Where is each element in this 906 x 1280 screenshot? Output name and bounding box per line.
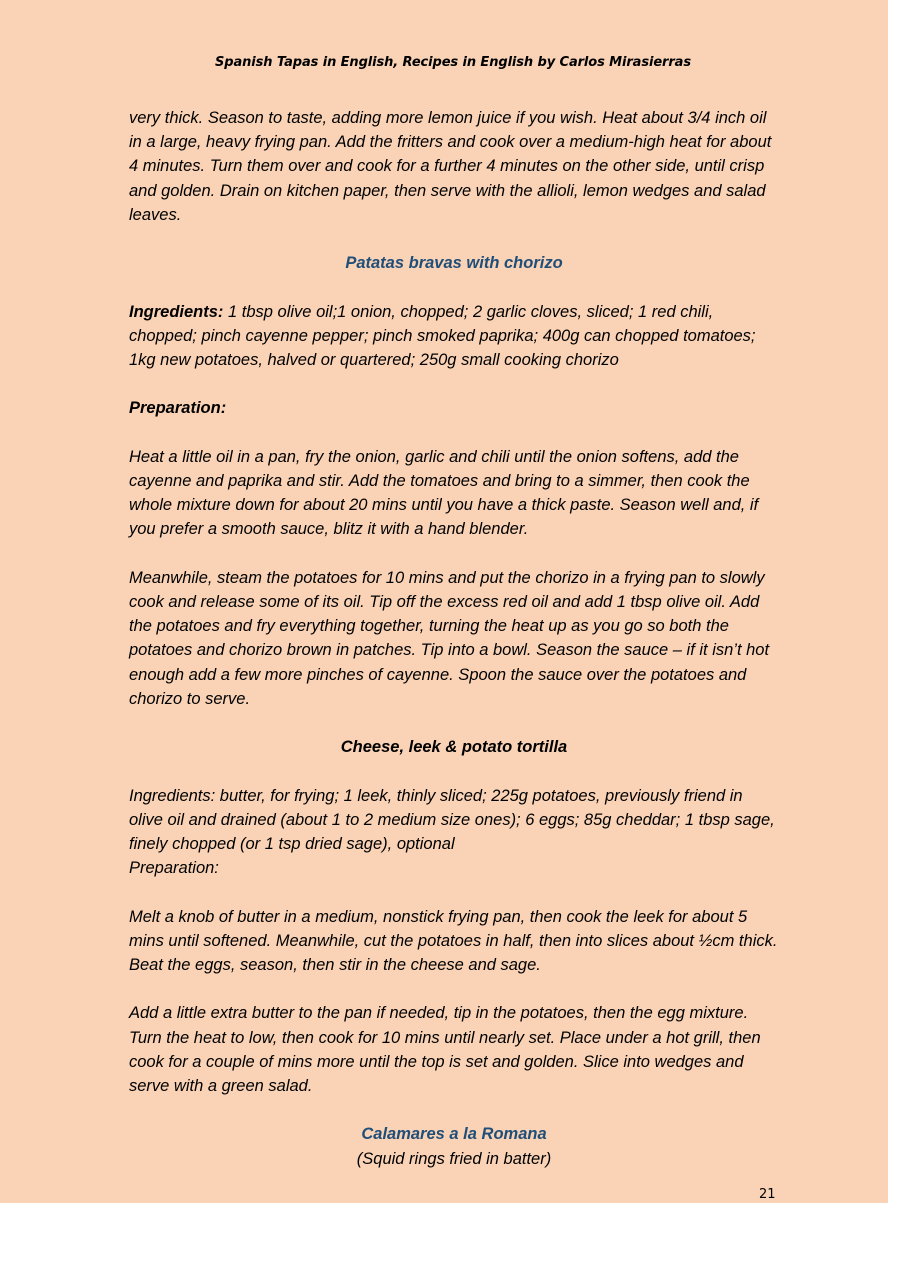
tortilla-ingredients: Ingredients: butter, for frying; 1 leek, thinly sliced; 225g potatoes, previously friend in olive oil and drained (about 1 to 2 medium size ones); 6 eggs; 85g cheddar; 1 tbsp sage, finely chopped (or 1 tsp dried sage), optional (129, 786, 775, 853)
patatas-ingredients (129, 300, 779, 373)
tortilla-step-1: Melt a knob of butter in a medium, nonstick frying pan, then cook the leek for about 5 mins until softened. Meanwhile, cut the potatoes in half, then into slices about ½cm thick. Beat the eggs, season, then stir in the cheese and sage. (129, 907, 778, 974)
recipe-title-calamares: Calamares a la Romana (361, 1125, 547, 1144)
patatas-ingredients-text: 1 tbsp olive oil;1 onion, chopped; 2 garlic cloves, sliced; 1 red chili, chopped; pinch cayenne pepper; pinch smoked paprika; 400g can chopped tomatoes; 1kg new potatoes, halved or quartered; 250g small cooking chorizo (129, 302, 756, 369)
patatas-step-1: Heat a little oil in a pan, fry the onion, garlic and chili until the onion softens, add the cayenne and paprika and stir. Add the tomatoes and bring to a simmer, then cook the whole mixture down for about 20 mins until you have a thick paste. Season well and, if you prefer a smooth sauce, blitz it with a hand blender. (129, 447, 759, 539)
page-number: 21 (759, 1187, 776, 1202)
tortilla-preparation-label: Preparation: (129, 859, 219, 878)
patatas-preparation-label-text: Preparation: (129, 399, 227, 418)
patatas-preparation-label (129, 396, 779, 420)
recipe-title-patatas: Patatas bravas with chorizo (345, 254, 563, 273)
tortilla-step-2: Add a little extra butter to the pan if needed, tip in the potatoes, then the egg mixture. Turn the heat to low, then cook for 10 mins until nearly set. Place under a hot grill, then cook for a couple of mins more until the top is set and golden. Slice into wedges and serve with a green salad. (129, 1004, 761, 1095)
running-header: Spanish Tapas in English, Recipes in English by Carlos Mirasierras (215, 55, 691, 70)
page-content (129, 106, 779, 1171)
recipe-title-tortilla: Cheese, leek & potato tortilla (340, 738, 568, 757)
calamares-subtitle: (Squid rings fried in batter) (356, 1149, 552, 1168)
patatas-ingredients-label: Ingredients: (129, 302, 224, 321)
intro-paragraph: very thick. Season to taste, adding more lemon juice if you wish. Heat about 3/4 inch oil in a large, heavy frying pan. Add the fritters and cook over a medium-high heat for about 4 minutes. Turn them over and cook for a further 4 minutes on the other side, until crisp and golden. Drain on kitchen paper, then serve with the allioli, lemon wedges and salad leaves. (129, 109, 772, 224)
patatas-step-2: Meanwhile, steam the potatoes for 10 mins and put the chorizo in a frying pan to slowly cook and release some of its oil. Tip off the excess red oil and add 1 tbsp olive oil. Add the potatoes and fry everything together, turning the heat up as you go so both the potatoes and chorizo brown in patches. Tip into a bowl. Season the sauce – if it isn’t hot enough add a few more pinches of cayenne. Spoon the sauce over the potatoes and chorizo to serve. (129, 568, 770, 708)
